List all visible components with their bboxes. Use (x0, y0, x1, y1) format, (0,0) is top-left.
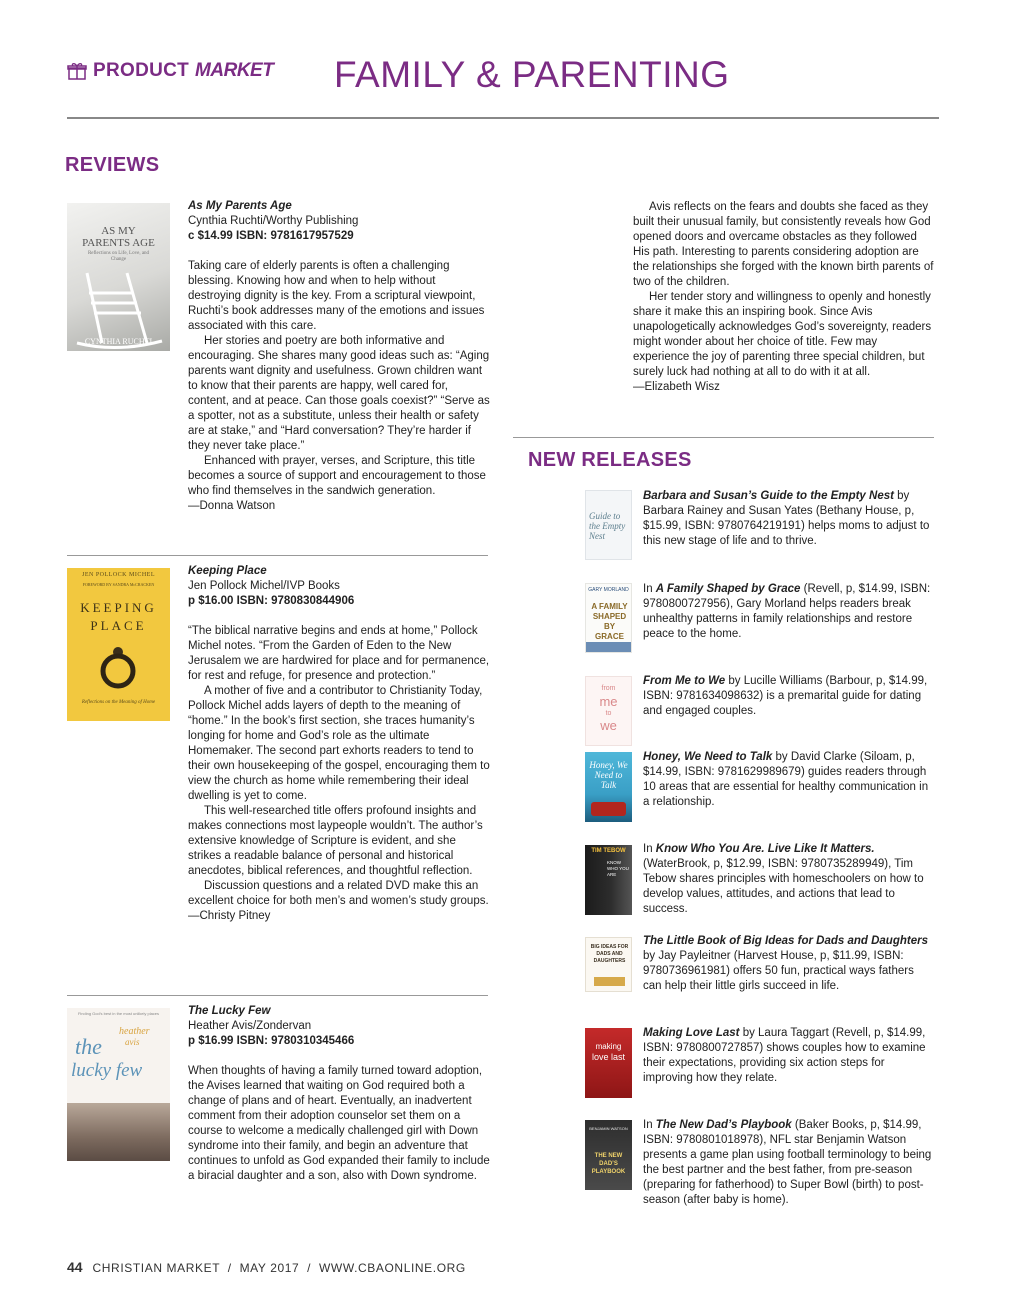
release-item (643, 1026, 935, 1086)
release-publisher: Barbour (829, 675, 870, 687)
review-byline: Jen Pollock Michel/IVP Books (188, 580, 340, 592)
release-author: by Barbara Rainey and Susan Yates ( (643, 490, 910, 517)
release-cover-word: love last (591, 1052, 626, 1062)
header-divider (67, 117, 939, 119)
release-cover-word: from (601, 685, 616, 692)
release-cover-title: Guide to the Empty Nest (589, 511, 626, 541)
release-publisher: Revell (835, 1027, 868, 1039)
release-title: Know Who You Are. Live Like It Matters. (655, 843, 875, 855)
release-title: Barbara and Susan’s Guide to the Empty Nest (643, 490, 894, 502)
review-book-title: The Lucky Few (188, 1005, 271, 1017)
release-cover-photo (591, 802, 626, 816)
review-paragraph: When thoughts of having a family turned toward adoption, the Avises learned that waiting on God required both a change of plans and of heart. Eventually, an inadvertent comment from their adoption counselor set them on a course to welcome a medically challenged girl with Down syndrome into their family, and begin an adventure that continues to unfold as God expanded their family to include a biracial daughter and a son, also with Down syndrome. (188, 1065, 490, 1182)
release-description: , p, $11.99, ISBN: 9780736961981) offers 50 fun, practical ways fathers can help their little girls succeed in life. (643, 950, 914, 992)
release-item (643, 1118, 935, 1208)
release-cover-from-me-to-we (585, 676, 632, 746)
review-book-title: As My Parents Age (188, 200, 292, 212)
review-the-lucky-few (188, 1004, 490, 1184)
release-author: by Laura Taggart ( (739, 1027, 836, 1039)
release-item (643, 674, 935, 719)
new-releases-heading: NEW RELEASES (528, 449, 692, 471)
release-description: , p, $14.99, ISBN: 9780800727956), Gary Morland helps readers break unhealthy patterns in family relationships and restore peace to the home. (643, 583, 931, 640)
release-description: , p, $14.99, ISBN: 9781629989679) guides readers through 10 areas that are essential for healthy communication in a relationship. (643, 751, 929, 808)
release-cover-new-dads-playbook (585, 1120, 632, 1190)
release-description: , p, $14.99, ISBN: 9780800727857) shows couples how to examine their expectations, providing six action steps for improving how they relate. (643, 1027, 926, 1084)
release-title: Honey, We Need to Talk (643, 751, 773, 763)
cover-foreword: FOREWORD BY SANDRA McCRACKEN (82, 582, 155, 587)
page-footer (67, 1259, 466, 1275)
release-intro: In (643, 843, 656, 855)
book-cover-the-lucky-few (67, 1008, 170, 1161)
release-cover-title: Honey, We Need to Talk (589, 760, 628, 790)
review-book-title: Keeping Place (188, 565, 267, 577)
review-price: p $16.00 ISBN: 9780830844906 (188, 595, 355, 607)
brand-product: PRODUCT (93, 60, 190, 81)
release-cover-word: me (599, 694, 618, 709)
release-title: A Family Shaped by Grace (655, 583, 801, 595)
section-divider (513, 437, 934, 438)
release-cover-author: GARY MORLAND (588, 587, 629, 593)
release-item (643, 842, 935, 917)
review-price: c $14.99 ISBN: 9781617957529 (188, 230, 354, 242)
page-title: FAMILY & PARENTING (334, 54, 730, 95)
release-title: From Me to We (643, 675, 726, 687)
release-author: by David Clarke ( (772, 751, 864, 763)
cover-title-line1: KEEPING (80, 600, 157, 615)
release-title: The New Dad’s Playbook (655, 1119, 792, 1131)
reviewer-name: —Elizabeth Wisz (633, 381, 720, 393)
release-author: by Lucille Williams ( (725, 675, 830, 687)
release-author: ( (800, 583, 808, 595)
cover-title-line1: the (75, 1034, 102, 1059)
page-number: 44 (67, 1259, 83, 1275)
release-cover-title: A FAMILY SHAPED BY GRACE (591, 602, 628, 641)
release-item (643, 750, 935, 810)
release-publisher: Harvest House (737, 950, 814, 962)
review-price: p $16.99 ISBN: 9780310345466 (188, 1035, 355, 1047)
release-publisher: Baker Books (798, 1119, 864, 1131)
cover-title-line2: lucky few (71, 1060, 143, 1081)
review-keeping-place (188, 564, 490, 924)
release-publisher: WaterBrook (646, 858, 708, 870)
review-paragraph: Avis reflects on the fears and doubts she faced as they built their unusual family, but consistently reveals how God opened doors and overcame obstacles as they followed His path. Interesting to parents considering adoption are the relationships she forged with the known birth parents of two of the children. (633, 201, 934, 288)
release-publisher: Siloam (863, 751, 899, 763)
review-the-lucky-few-continued (633, 200, 935, 395)
release-item (643, 582, 935, 642)
release-author: ( (791, 1119, 799, 1131)
review-paragraph: Discussion questions and a related DVD make this an excellent choice for both men’s and women’s study groups. (188, 880, 489, 907)
review-paragraph: This well-researched title offers profound insights and makes connections most laypeople wouldn’t. The author’s extensive knowledge of Scripture is evident, and she strikes a readable balance of personal and historical anecdotes, biblical references, and thoughtful reflection. (188, 805, 483, 877)
release-author: by Jay Payleitner ( (643, 950, 738, 962)
review-as-my-parents-age (188, 199, 490, 514)
release-intro: In (643, 1119, 656, 1131)
review-byline: Cynthia Ruchti/Worthy Publishing (188, 215, 359, 227)
release-intro: In (643, 583, 656, 595)
review-meta (188, 199, 490, 244)
release-cover-honey-we-need-to-talk (585, 752, 632, 822)
release-cover-know-who-you-are (585, 845, 632, 915)
release-cover-family-shaped-by-grace (585, 583, 632, 653)
release-cover-author: BENJAMIN WATSON (589, 1126, 628, 1131)
cover-family-photo (67, 1103, 170, 1161)
release-publisher: Bethany House (819, 505, 899, 517)
release-cover-band (586, 642, 631, 652)
gift-icon (67, 61, 87, 81)
reviewer-name: —Christy Pitney (188, 910, 271, 922)
review-meta (188, 564, 490, 609)
cover-author-first: heather (119, 1026, 150, 1037)
review-paragraph: A mother of five and a contributor to Christianity Today, Pollock Michel adds layers of depth to the meaning of “home.” In the book’s first section, she traces humanity’s longing for home and God’s role as the ultimate Homemaker. The second part exhorts readers to tend to their own housekeeping of the gospel, encouraging them to view the church as home while remembering their ideal dwelling is yet to come. (188, 685, 490, 802)
release-publisher: Revell (807, 583, 840, 595)
cover-author: JEN POLLOCK MICHEL (82, 572, 155, 578)
release-cover-making-love-last (585, 1028, 632, 1098)
release-cover-word: we (600, 718, 617, 733)
reviewer-name: —Donna Watson (188, 500, 276, 512)
review-divider (67, 995, 488, 996)
release-description: , p, $14.99, ISBN: 9781634098632) is a premarital guide for dating and engaged couples. (643, 675, 928, 717)
review-byline: Heather Avis/Zondervan (188, 1020, 312, 1032)
release-cover-title: BIG IDEAS FOR DADS AND DAUGHTERS (590, 944, 629, 964)
release-item (643, 934, 935, 994)
release-title: The Little Book of Big Ideas for Dads and Daughters (643, 935, 928, 947)
cover-tagline: Finding God’s best in the most unlikely places (77, 1011, 160, 1016)
release-cover-word: making (595, 1042, 622, 1051)
release-cover-big-ideas-dads-daughters (585, 937, 632, 992)
review-paragraph: Taking care of elderly parents is often a challenging blessing. Knowing how and when to help without destroying dignity is the key. From a scriptural viewpoint, Ruchti’s book addresses many of the emotions and issues associated with this care. (188, 260, 485, 332)
release-cover-band (594, 977, 625, 986)
section-brand (67, 60, 273, 82)
cover-title-line2: PLACE (90, 618, 147, 633)
review-meta (188, 1004, 490, 1049)
reviews-heading: REVIEWS (65, 154, 160, 176)
review-paragraph: “The biblical narrative begins and ends at home,” Pollock Michel notes. “From the Garden of Eden to the New Jerusalem we are hardwired for place and for permanence, for rest and refuge, for presence and protection.” (188, 625, 490, 682)
brand-market: MARKET (195, 60, 274, 81)
cover-subtitle: Reflections on Life, Love, and Change (87, 251, 150, 262)
release-cover-empty-nest (585, 490, 632, 560)
cover-subtitle: Reflections on the Meaning of Home (81, 700, 156, 705)
cover-author: CYNTHIA RUCHTI (84, 337, 153, 346)
cover-author-last: avis (125, 1037, 140, 1047)
release-title: Making Love Last (643, 1027, 740, 1039)
release-description: , p, $12.99, ISBN: 9780735289949), Tim Tebow shares principles with homeschoolers on how to develop values, attitudes, and actions that lead to success. (643, 858, 924, 915)
release-cover-word: to (605, 710, 612, 717)
review-paragraph: Her tender story and willingness to openly and honestly share it make this an inspiring book. Since Avis unapologetically acknowledges God’s sovereignty, readers might wonder about her choice of title. Few may experience the joy of parenting three special children, but surely luck had nothing at all to do with it at all. (633, 291, 932, 378)
book-cover-as-my-parents-age (67, 203, 170, 351)
cover-title-line1: AS MY (101, 225, 136, 237)
release-description: , p, $15.99, ISBN: 9780764219191) helps moms to adjust to this new stage of life and to thrive. (643, 505, 930, 547)
release-author: ( (643, 858, 647, 870)
release-cover-title: THE NEW DAD’S PLAYBOOK (591, 1153, 626, 1175)
footer-text: CHRISTIAN MARKET / MAY 2017 / WWW.CBAONLINE.ORG (92, 1261, 466, 1275)
review-divider (67, 555, 488, 556)
door-knocker-illustration (67, 568, 170, 721)
review-paragraph: Enhanced with prayer, verses, and Scripture, this title becomes a source of support and encouragement to those who find themselves in the sandwich generation. (188, 455, 486, 497)
review-paragraph: Her stories and poetry are both informative and encouraging. She shares many good ideas such as: “Aging parents want dignity and usefulness. Grown children want to know that their parents are happy, well cared for, content, and at peace. Can those goals coexist?” “Serve as a spotter, not as a substitute, unless their health or safety are at stake,” and “Hard conversation? They’re harder if they never take place.” (188, 335, 490, 452)
book-cover-keeping-place (67, 568, 170, 721)
release-cover-title: KNOW WHO YOU ARE (607, 860, 629, 877)
release-cover-author: TIM TEBOW (591, 848, 626, 854)
cover-title-line2: PARENTS AGE (82, 237, 155, 249)
release-description: , p, $14.99, ISBN: 9780801018978), NFL star Benjamin Watson presents a game plan using football terminology to being the best partner and the best father, from pre-season (preparing for fatherhood) to Super Bowl (birth) to post-season (after baby is home). (643, 1119, 932, 1206)
release-item (643, 489, 935, 549)
